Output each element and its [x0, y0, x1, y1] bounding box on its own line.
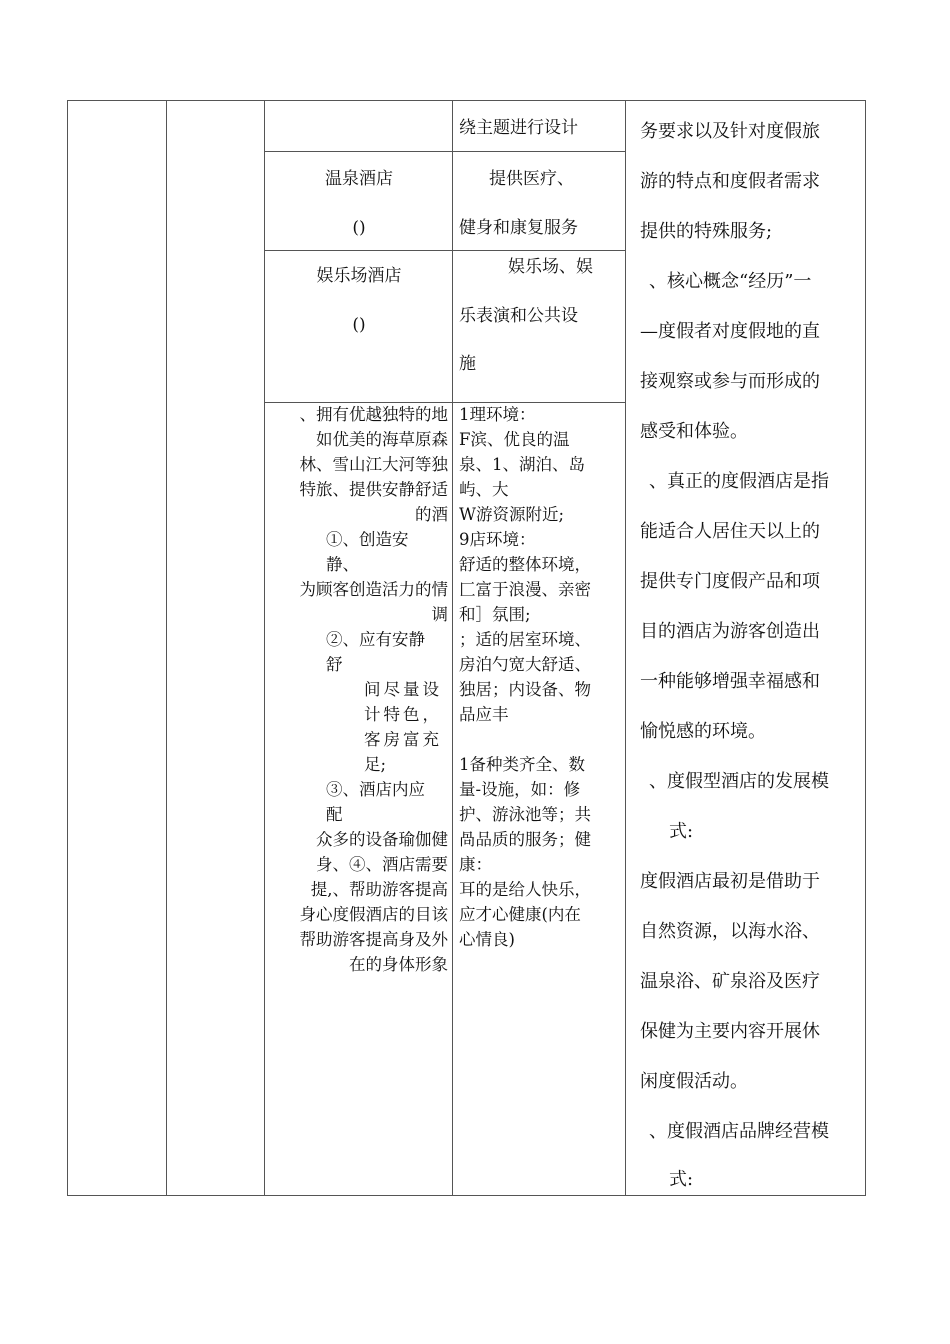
text-line: 一种能够增强幸福感和 — [640, 671, 820, 692]
text-line: 身心度假酒店的目该 — [299, 905, 448, 924]
text-line: 护、游泳池等；共 — [459, 805, 591, 824]
column-divider-2 — [264, 100, 265, 1196]
text-line: 温泉浴、矿泉浴及医疗 — [640, 971, 820, 992]
text-line: 特旅、提供安静舒适 — [299, 480, 448, 499]
text-line: 能适合人居住天以上的 — [640, 521, 820, 542]
theme-design-text: 绕主题进行设计 — [459, 118, 578, 138]
text-line: 1理环境： — [459, 405, 536, 424]
text-line: 心情良) — [459, 930, 515, 949]
text-line: 闲度假活动。 — [640, 1071, 748, 1092]
text-line: 提供的特殊服务; — [640, 221, 773, 242]
column-divider-3 — [452, 100, 453, 1196]
text-line: 身、④、酒店需要 — [316, 855, 448, 874]
text-line: 品应丰 — [459, 705, 509, 724]
text-line: F滨、优良的温 — [459, 430, 570, 449]
text-line: 应才心健康(内在 — [459, 905, 581, 924]
text-line: 耳的是给人快乐， — [459, 880, 591, 899]
text-line: 和］氛围; — [459, 605, 531, 624]
text-line: 间尽量设 — [364, 680, 442, 699]
text-line: 匚富于浪漫、亲密 — [459, 580, 591, 599]
text-line: ③、酒店内应 — [326, 780, 425, 799]
text-line: 客房富充 — [364, 730, 442, 749]
column-divider-1 — [166, 100, 167, 1196]
text-line: 自然资源，以海水浴、 — [640, 921, 820, 942]
text-line: 屿、大 — [459, 480, 509, 499]
text-line: 帮助游客提高身及外 — [299, 930, 448, 949]
text-line: 愉悦感的环境。 — [640, 721, 766, 742]
casino-service-line3: 施 — [459, 354, 476, 374]
column-divider-4 — [625, 100, 626, 1196]
text-line: W游资源附近; — [459, 505, 565, 524]
text-line: 如优美的海草原森 — [316, 430, 448, 449]
text-line: 康： — [459, 855, 492, 874]
text-line: 式: — [669, 821, 694, 842]
text-line: 保健为主要内容开展休 — [640, 1021, 820, 1042]
hot-spring-hotel-name: 温泉酒店 — [325, 169, 393, 189]
text-line: 、真正的度假酒店是指 — [649, 471, 829, 492]
text-line: 1备种类齐全、数 — [459, 755, 585, 774]
text-line: 众多的设备瑜伽健 — [316, 830, 448, 849]
text-line: 足; — [364, 755, 387, 774]
text-line: 咼品质的服务；健 — [459, 830, 591, 849]
text-line: ②、应有安静 — [326, 630, 425, 649]
text-line: 泉、1、湖泊、岛 — [459, 455, 585, 474]
text-line: 、度假型酒店的发展模 — [649, 771, 829, 792]
text-line: ①、创造安 — [326, 530, 409, 549]
text-line: 、核心概念“经历”一 — [649, 271, 812, 292]
text-line: 、度假酒店品牌经营模 — [649, 1121, 829, 1142]
text-line: 提供专门度假产品和项 — [640, 571, 820, 592]
casino-hotel-paren: () — [352, 315, 366, 335]
text-line: 房泊勺宽大舒适、 — [459, 655, 591, 674]
text-line: 为顾客创造活力的情 — [299, 580, 448, 599]
text-line: 调 — [431, 605, 448, 624]
hot-spring-service-line2: 健身和康复服务 — [459, 218, 578, 238]
text-line: —度假者对度假地的直 — [640, 321, 820, 342]
casino-hotel-name: 娱乐场酒店 — [316, 266, 402, 286]
text-line: 独居；内设备、物 — [459, 680, 591, 699]
text-line: 的酒 — [415, 505, 448, 524]
text-line: 提,、帮助游客提高 — [310, 880, 448, 899]
text-line: 量-设施，如：修 — [459, 780, 581, 799]
text-line: 配 — [326, 805, 343, 824]
casino-service-line2: 乐表演和公共设 — [459, 306, 578, 326]
text-line: 接观察或参与而形成的 — [640, 371, 820, 392]
text-line: 目的酒店为游客创造出 — [640, 621, 820, 642]
hot-spring-service-line1: 提供医疗、 — [489, 169, 574, 189]
text-line: 计特色， — [364, 705, 442, 724]
text-line: 静、 — [326, 555, 359, 574]
text-line: 感受和体验。 — [640, 421, 748, 442]
casino-service-line1: 娱乐场、娱 — [508, 257, 593, 277]
text-line: 舒 — [326, 655, 343, 674]
text-line: 林、雪山江大河等独 — [299, 455, 448, 474]
text-line: 游的特点和度假者需求 — [640, 171, 820, 192]
text-line: 务要求以及针对度假旅 — [640, 121, 820, 142]
text-line: 式: — [669, 1169, 694, 1190]
text-line: 舒适的整体环境， — [459, 555, 591, 574]
text-line: ；适的居室环境、 — [459, 630, 591, 649]
text-line: 9店环境： — [459, 530, 536, 549]
hot-spring-hotel-paren: () — [352, 218, 366, 238]
text-line: 在的身体形象 — [349, 955, 448, 974]
text-line: 度假酒店最初是借助于 — [640, 871, 820, 892]
text-line: 、拥有优越独特的地 — [299, 405, 448, 424]
